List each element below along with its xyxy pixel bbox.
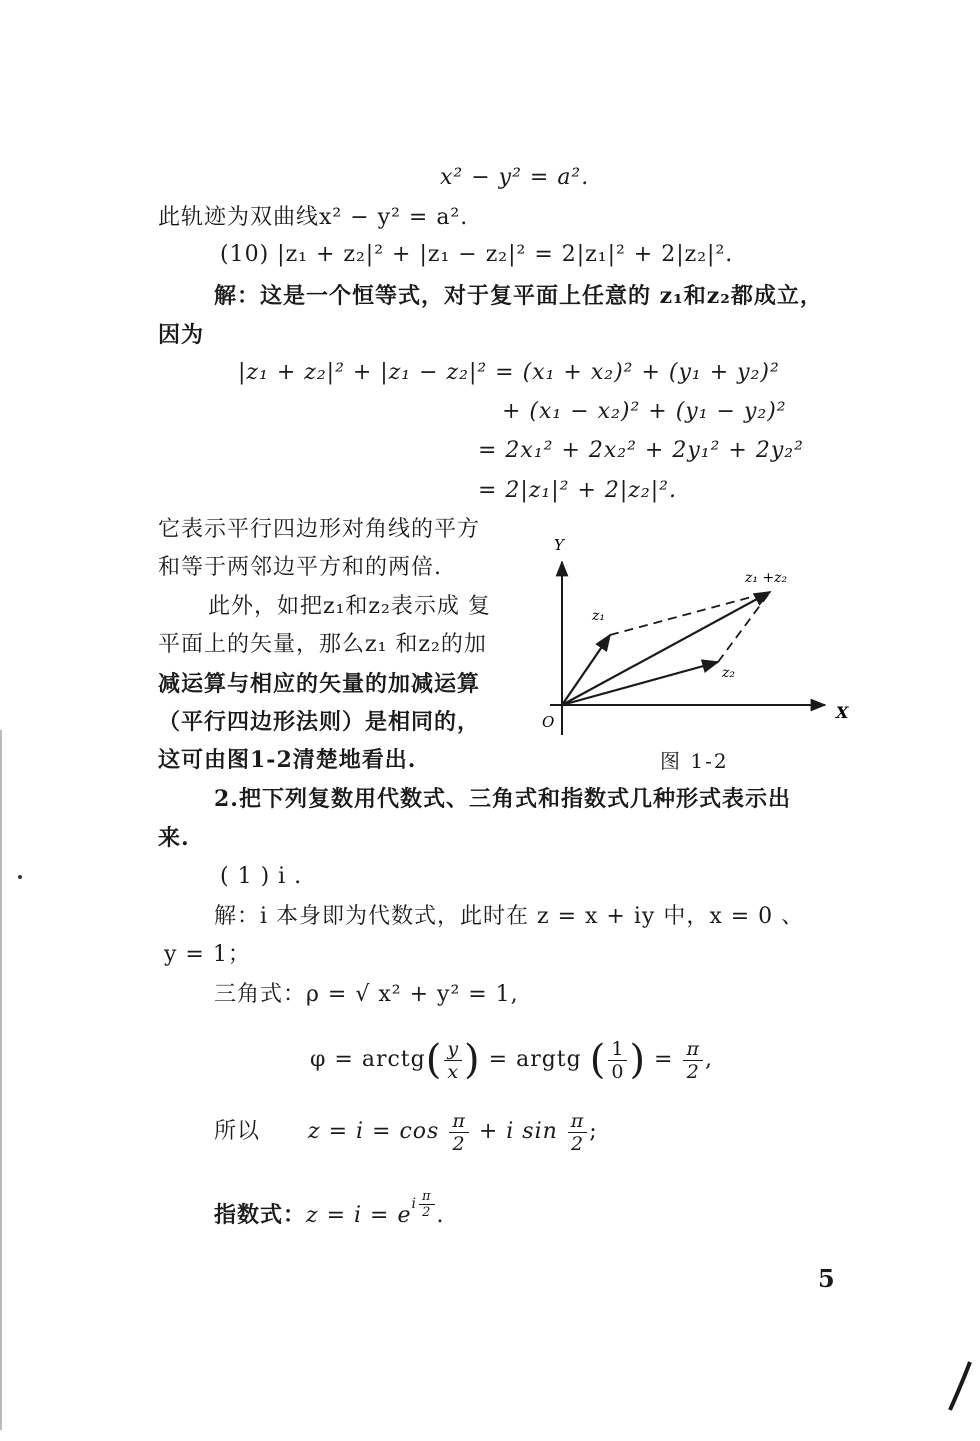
exponent	[411, 1188, 437, 1220]
denominator: 2	[452, 1132, 466, 1155]
label-x: X	[836, 703, 849, 722]
trig-form-rho: 三角式：ρ = √ x² + y² = 1,	[214, 982, 519, 1007]
text-line: 解：这是一个恒等式，对于复平面上任意的 z₁和z₂都成立，	[214, 283, 823, 309]
argtg-text: = argtg	[488, 1047, 582, 1072]
scan-dot	[18, 875, 22, 879]
equals-sign: =	[654, 1047, 674, 1072]
label-y: Y	[554, 536, 564, 554]
denominator: 0	[611, 1060, 625, 1083]
numerator: 1	[608, 1038, 627, 1061]
vector-z2	[562, 662, 718, 705]
label-sum: z₁ +z₂	[745, 570, 788, 586]
numerator: π	[449, 1110, 469, 1133]
figure-caption: 图 1-2	[660, 749, 729, 773]
numerator: π	[419, 1189, 435, 1205]
period: .	[436, 1203, 445, 1228]
text-line: （平行四边形法则）是相同的，	[158, 709, 481, 735]
problem-2-statement: 2.把下列复数用代数式、三角式和指数式几种形式表示出	[214, 786, 791, 812]
text-suoyi: 所以	[214, 1119, 261, 1144]
dashed-side	[610, 592, 770, 635]
text-line: 和等于两邻边平方和的两倍.	[158, 555, 442, 580]
subproblem-1: ( 1 ) i .	[220, 864, 303, 889]
text-line: 平面上的矢量，那么z₁ 和z₂的加	[158, 632, 487, 657]
problem-10-statement: (10) |z₁ + z₂|² + |z₁ − z₂|² = 2|z₁|² + 2|z₂|².	[220, 242, 734, 267]
text-exp-form: 指数式：	[214, 1202, 307, 1228]
z-equals-cos: z = i = cos	[308, 1119, 440, 1144]
label-origin: O	[542, 713, 555, 731]
fraction-pi-over-2	[568, 1110, 588, 1155]
text-line: y = 1；	[164, 942, 251, 967]
label-z1: z₁	[592, 608, 605, 624]
text-line: 这可由图1-2清楚地看出.	[158, 747, 417, 773]
scan-edge	[0, 730, 2, 1430]
fraction-1-over-0	[608, 1038, 627, 1083]
solution-line: 解：i 本身即为代数式，此时在 z = x + iy 中，x = 0 、	[214, 904, 805, 929]
paren-close: )	[464, 1037, 481, 1083]
denominator: 2	[571, 1132, 585, 1155]
phi-lhs: φ = arctg	[310, 1047, 426, 1072]
numerator: y	[444, 1038, 462, 1061]
text-line: 来.	[158, 825, 190, 851]
trig-form-phi	[310, 1030, 713, 1090]
equation-hyperbola: x² − y² = a².	[440, 165, 590, 190]
text-line: 它表示平行四边形对角线的平方	[158, 517, 481, 542]
fraction-pi-over-2	[683, 1038, 703, 1083]
exp-form	[214, 1190, 445, 1243]
label-z2: z₂	[722, 665, 735, 681]
text-line: 此外，如把z₁和z₂表示成 复	[208, 594, 491, 619]
denominator: 2	[422, 1204, 432, 1220]
denominator: x	[447, 1060, 460, 1083]
exp-i: i	[411, 1196, 417, 1212]
fraction-y-over-x	[444, 1038, 462, 1083]
parallelogram-figure	[540, 530, 850, 745]
z-equals-e: z = i = e	[306, 1203, 412, 1228]
fraction-pi-over-2	[449, 1110, 469, 1155]
trig-form-result	[214, 1102, 598, 1162]
fraction-pi-over-2	[419, 1189, 435, 1220]
comma: ,	[704, 1047, 713, 1072]
scan-mark	[940, 1360, 975, 1420]
derivation-line: = 2x₁² + 2x₂² + 2y₁² + 2y₂²	[478, 438, 804, 463]
plus-i-sin: + i sin	[478, 1119, 558, 1144]
semicolon: ;	[589, 1119, 598, 1144]
text-line: 因为	[158, 322, 205, 348]
paren-open: (	[589, 1037, 607, 1083]
numerator: π	[683, 1038, 703, 1061]
derivation-line: = 2|z₁|² + 2|z₂|².	[478, 478, 677, 503]
text-line: 减运算与相应的矢量的加减运算	[158, 671, 481, 697]
paren-open: (	[425, 1037, 443, 1083]
numerator: π	[568, 1110, 588, 1133]
denominator: 2	[686, 1060, 700, 1083]
page-number: 5	[818, 1264, 835, 1293]
text-line: 此轨迹为双曲线x² − y² = a².	[158, 205, 469, 230]
paren-close: )	[629, 1037, 647, 1083]
derivation-line: |z₁ + z₂|² + |z₁ − z₂|² = (x₁ + x₂)² + (y₁ + y₂)²	[238, 360, 780, 385]
dashed-side	[718, 592, 770, 662]
derivation-line: + (x₁ − x₂)² + (y₁ − y₂)²	[502, 399, 787, 424]
